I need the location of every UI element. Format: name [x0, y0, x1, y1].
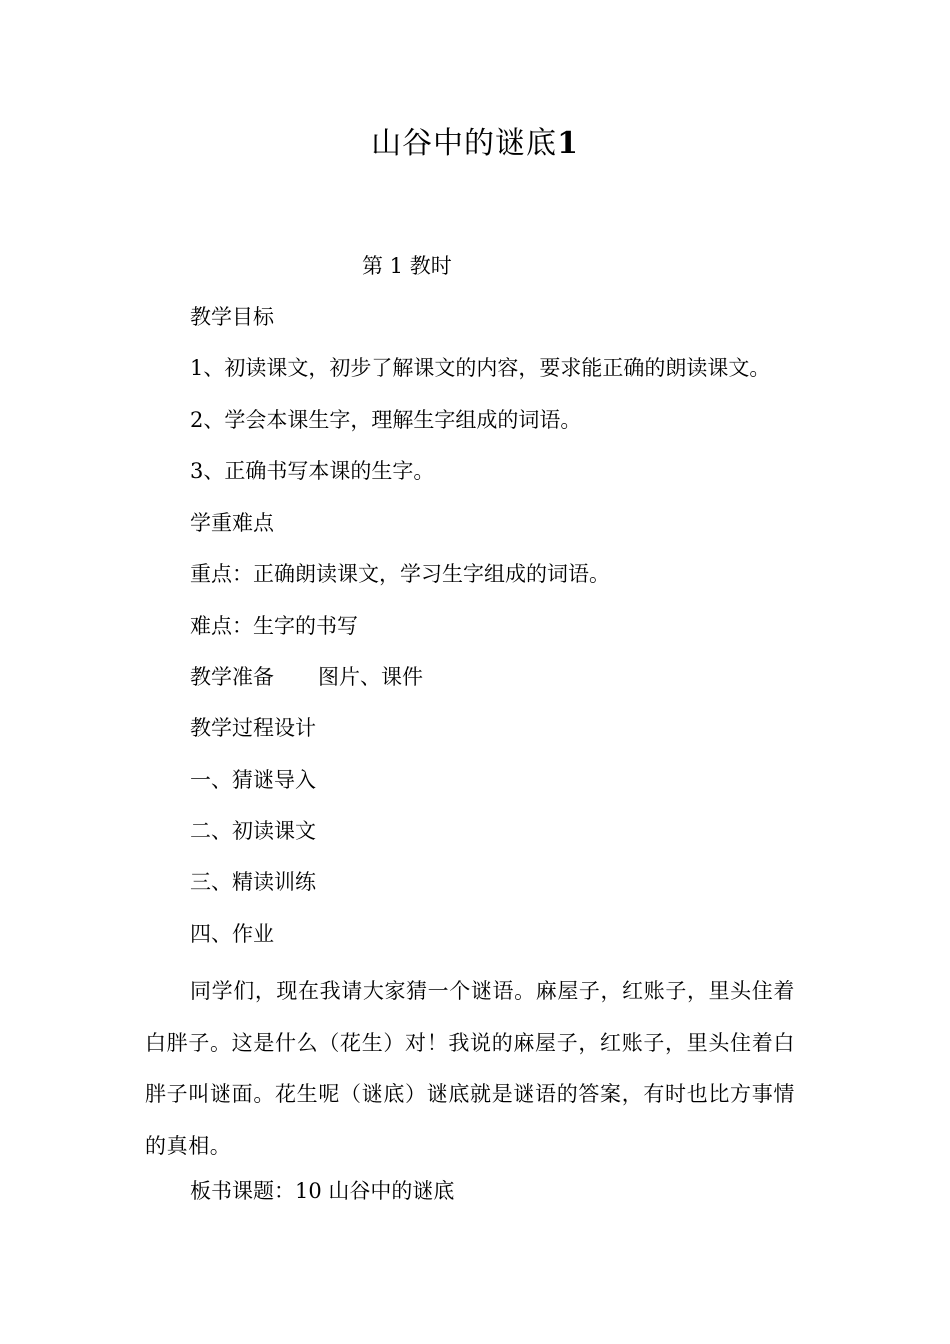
step-4: 四、作业: [190, 922, 274, 946]
process-heading: 教学过程设计: [190, 716, 316, 740]
title-text: 山谷中的谜底: [371, 126, 558, 161]
objective-item-2: 2、学会本课生字，理解生字组成的词语。: [190, 408, 582, 432]
preparation-label: 教学准备: [190, 665, 274, 689]
objectives-heading: 教学目标: [190, 305, 274, 329]
step-2: 二、初读课文: [190, 819, 316, 843]
objective-item-1: 1、初读课文，初步了解课文的内容，要求能正确的朗读课文。: [190, 356, 771, 380]
riddle-paragraph: 同学们，现在我请大家猜一个谜语。麻屋子，红账子，里头住着白胖子。这是什么（花生）对！我说的麻屋子，红账子，里头住着白胖子叫谜面。花生呢（谜底）谜底就是谜语的答案，有时也比方事情的真相。: [145, 979, 795, 1158]
key-difficult-heading: 学重难点: [190, 511, 274, 535]
difficult-point: 难点：生字的书写: [190, 614, 358, 638]
preparation-value: 图片、课件: [318, 665, 423, 689]
step-3: 三、精读训练: [190, 870, 316, 894]
key-point: 重点：正确朗读课文，学习生字组成的词语。: [190, 562, 610, 586]
objective-item-3: 3、正确书写本课的生字。: [190, 459, 435, 483]
step-1: 一、猜谜导入: [190, 768, 316, 792]
lesson-heading: 第 1 教时: [362, 254, 452, 278]
document-title: [0, 122, 950, 166]
preparation-line: [190, 662, 423, 692]
board-title: 板书课题：10 山谷中的谜底: [190, 1179, 455, 1203]
title-number: 1: [557, 126, 579, 161]
